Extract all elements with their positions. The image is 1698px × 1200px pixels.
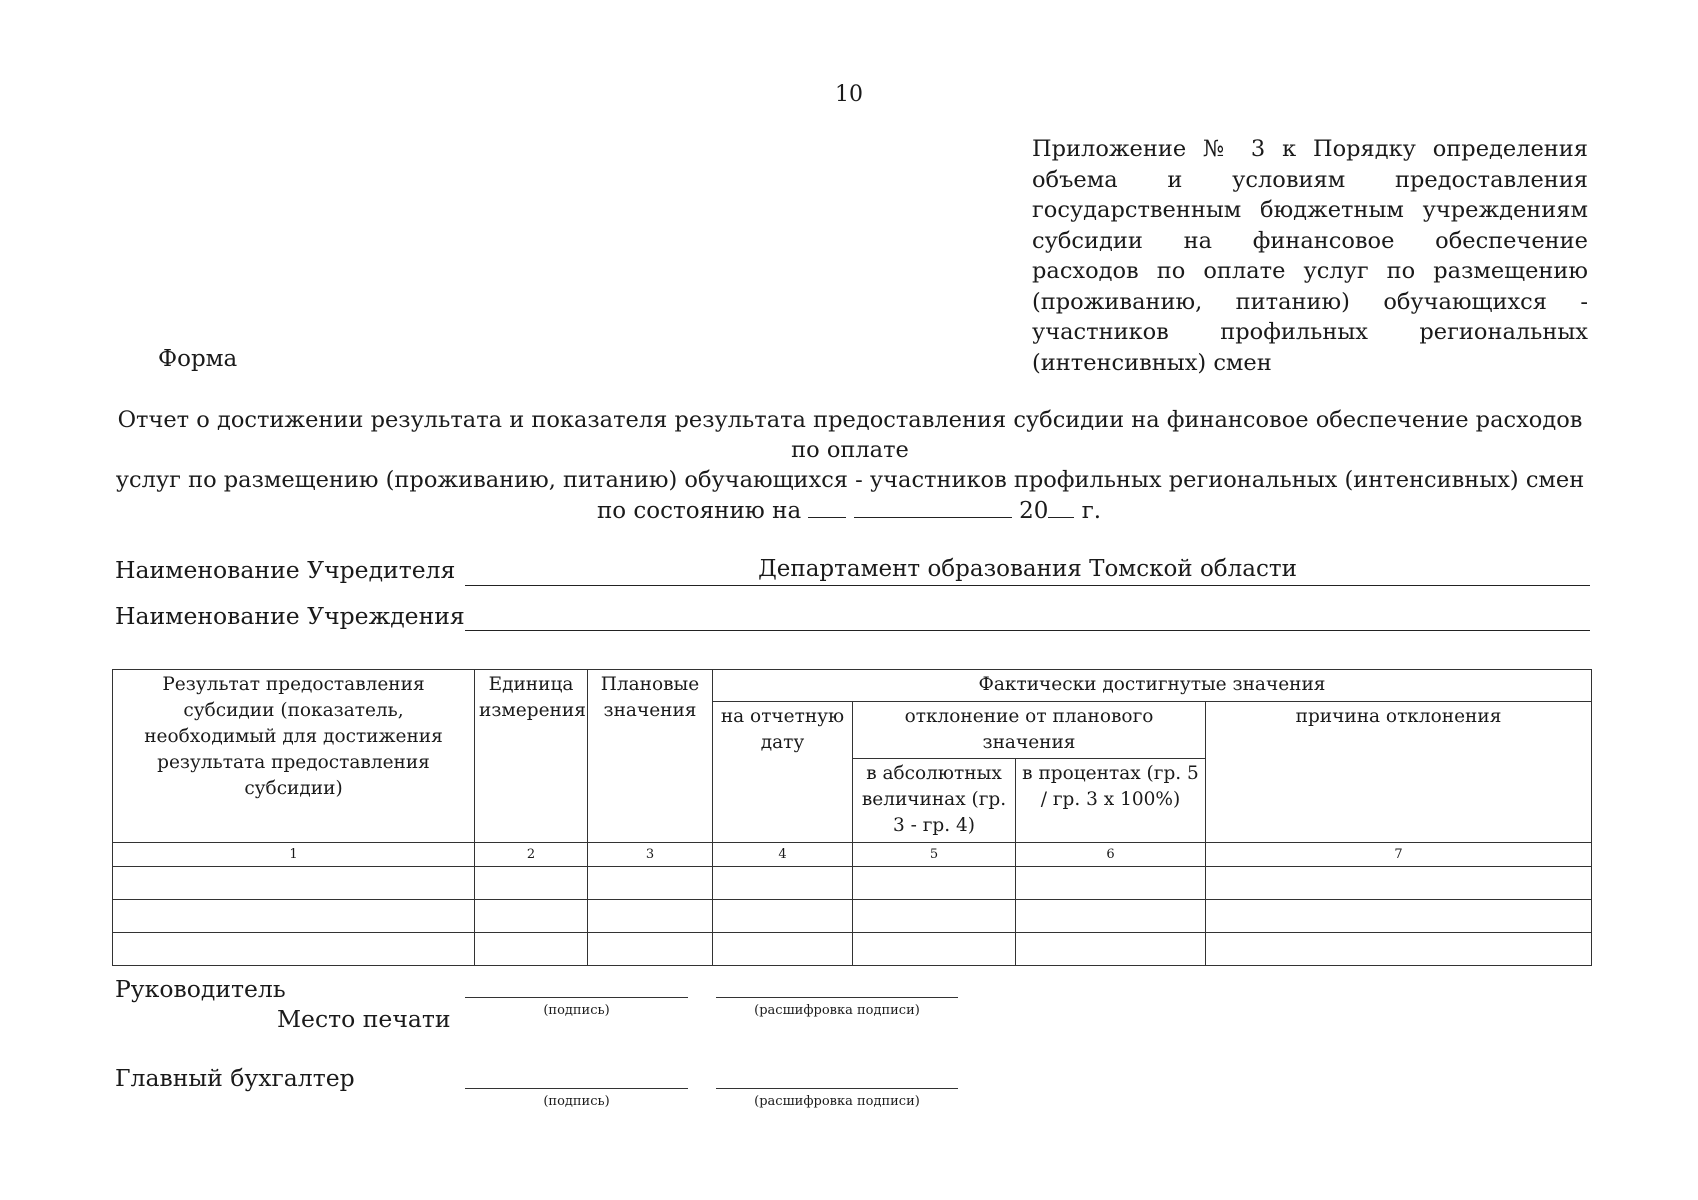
institution-underline [465, 630, 1590, 631]
year-blank[interactable] [1048, 497, 1074, 518]
table-cell[interactable] [588, 867, 713, 900]
table-row [113, 867, 1592, 900]
table-cell[interactable] [475, 867, 588, 900]
header-on-date: на отчетную дату [713, 702, 853, 843]
column-number: 6 [1016, 843, 1206, 867]
header-reason: причина отклонения [1206, 702, 1592, 843]
day-blank[interactable] [808, 497, 846, 518]
year-suffix: г. [1081, 498, 1102, 524]
table-cell[interactable] [1206, 867, 1592, 900]
institution-label: Наименование Учреждения [115, 602, 465, 630]
table-cell[interactable] [113, 933, 475, 966]
accountant-signature-line[interactable] [465, 1088, 688, 1089]
table-cell[interactable] [475, 933, 588, 966]
table-cell[interactable] [475, 900, 588, 933]
table-cell[interactable] [113, 900, 475, 933]
table-cell[interactable] [1206, 933, 1592, 966]
as-of-prefix: по состоянию на [596, 498, 802, 524]
header-unit: Единица измерения [475, 670, 588, 843]
accountant-transcript-line[interactable] [716, 1088, 958, 1089]
table-cell[interactable] [713, 900, 853, 933]
head-transcript-line[interactable] [716, 997, 958, 998]
page-number: 10 [835, 82, 863, 107]
table-cell[interactable] [853, 867, 1016, 900]
header-result: Результат предоставления субсидии (показатель, необходимый для достижения результата предоставления субсидии) [113, 670, 475, 843]
head-label: Руководитель [115, 975, 286, 1003]
table-cell[interactable] [1016, 867, 1206, 900]
report-title-line-2: услуг по размещению (проживанию, питанию) обучающихся - участников профильных региональных (интенсивных) смен [115, 467, 1585, 493]
header-planned: Плановые значения [588, 670, 713, 843]
table-cell[interactable] [113, 867, 475, 900]
table-row [113, 933, 1592, 966]
accountant-label: Главный бухгалтер [115, 1064, 355, 1092]
form-label: Форма [158, 346, 238, 372]
table-cell[interactable] [853, 900, 1016, 933]
founder-value[interactable]: Департамент образования Томской области [758, 556, 1297, 582]
header-percent: в процентах (гр. 5 / гр. 3 x 100%) [1016, 759, 1206, 843]
head-signature-line[interactable] [465, 997, 688, 998]
month-blank[interactable] [854, 497, 1012, 518]
header-absolute: в абсолютных величинах (гр. 3 - гр. 4) [853, 759, 1016, 843]
header-actual: Фактически достигнутые значения [713, 670, 1592, 702]
table-cell[interactable] [713, 933, 853, 966]
column-number: 1 [113, 843, 475, 867]
appendix-note: Приложение № 3 к Порядку определения объема и условиям предоставления государственным бюджетным учреждениям субсидии на финансовое обеспечение расходов по оплате услуг по размещению (проживанию, питанию) обучающихся - участников профильных региональных (интенсивных) смен [1032, 136, 1588, 376]
head-signature-caption: (подпись) [543, 1003, 610, 1018]
accountant-signature-caption: (подпись) [543, 1094, 610, 1109]
column-number: 2 [475, 843, 588, 867]
table-row [113, 900, 1592, 933]
table-cell[interactable] [713, 867, 853, 900]
table-cell[interactable] [1016, 900, 1206, 933]
as-of-date-line [0, 497, 1698, 524]
column-number: 7 [1206, 843, 1592, 867]
table-cell[interactable] [853, 933, 1016, 966]
report-title [100, 405, 1600, 495]
accountant-transcript-caption: (расшифровка подписи) [754, 1094, 920, 1109]
header-deviation: отклонение от планового значения [853, 702, 1206, 759]
table-cell[interactable] [1206, 900, 1592, 933]
head-transcript-caption: (расшифровка подписи) [754, 1003, 920, 1018]
table-cell[interactable] [1016, 933, 1206, 966]
results-table [112, 669, 1592, 966]
table-cell[interactable] [588, 933, 713, 966]
founder-label: Наименование Учредителя [115, 556, 456, 584]
column-number: 3 [588, 843, 713, 867]
stamp-label: Место печати [277, 1005, 451, 1033]
column-number: 4 [713, 843, 853, 867]
year-prefix: 20 [1019, 498, 1049, 524]
founder-underline [465, 585, 1590, 586]
report-title-line-1: Отчет о достижении результата и показателя результата предоставления субсидии на финансовое обеспечение расходов по оплате [117, 407, 1583, 463]
column-number: 5 [853, 843, 1016, 867]
table-cell[interactable] [588, 900, 713, 933]
